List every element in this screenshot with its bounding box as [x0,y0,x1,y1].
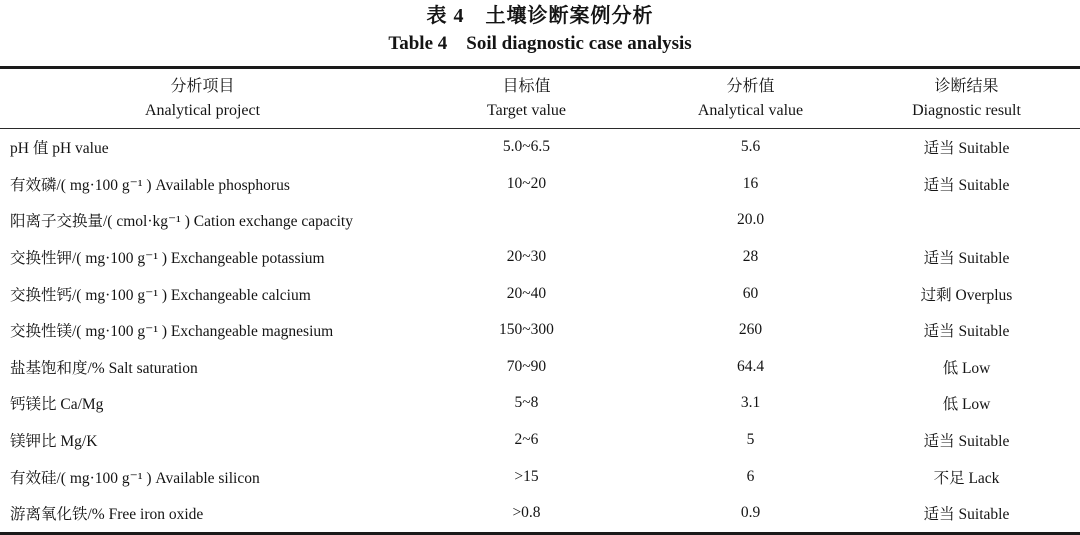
header-analytical-value-zh: 分析值 [726,78,775,95]
header-analytical-project-zh: 分析项目 [170,78,235,95]
cell-target-value: 5~8 [514,394,539,412]
header-analytical-project [0,68,405,129]
table-row [0,129,1080,166]
cell-analytical-project: 游离氧化铁/% Free iron oxide [10,506,204,524]
cell-diagnostic-result: 不足 Lack [933,469,1000,487]
header-analytical-value [648,68,853,129]
cell-analytical-value: 5 [746,431,755,449]
header-analytical-value-en: Analytical value [697,102,804,119]
cell-analytical-project: pH 值 pH value [10,140,109,158]
cell-analytical-value: 260 [738,321,763,339]
cell-target-value: 10~20 [506,174,547,192]
cell-diagnostic-result: 适当 Suitable [923,140,1010,158]
cell-target-value: 5.0~6.5 [502,138,551,156]
cell-analytical-value: 0.9 [740,504,761,522]
header-analytical-project-en: Analytical project [144,102,261,119]
cell-diagnostic-result: 低 Low [942,359,991,377]
table-row [0,458,1080,495]
header-diagnostic-result-zh: 诊断结果 [934,78,999,95]
cell-analytical-value: 3.1 [740,394,761,412]
table-row [0,385,1080,422]
table-row [0,166,1080,203]
table-row [0,275,1080,312]
cell-analytical-project: 钙镁比 Ca/Mg [10,396,104,414]
header-diagnostic-result-en: Diagnostic result [912,102,1021,119]
cell-analytical-value: 20.0 [736,211,765,229]
header-target-value-zh: 目标值 [502,78,551,95]
table-row [0,495,1080,533]
cell-target-value: 2~6 [514,431,539,449]
header-target-value [405,68,648,129]
table-body [0,129,1080,534]
cell-target-value: >0.8 [512,504,541,522]
table-title-en: Table 4 Soil diagnostic case analysis [388,33,692,54]
cell-target-value: 20~30 [506,248,547,266]
cell-target-value: >15 [514,467,539,485]
cell-target-value [405,202,648,239]
cell-diagnostic-result: 适当 Suitable [923,176,1010,194]
cell-analytical-value: 28 [742,248,759,266]
table-row [0,312,1080,349]
cell-diagnostic-result: 低 Low [942,396,991,414]
header-diagnostic-result [853,68,1080,129]
cell-analytical-value: 16 [742,174,759,192]
cell-diagnostic-result [853,202,1080,239]
cell-analytical-project: 交换性钾/( mg·100 g⁻¹ ) Exchangeable potassium [10,250,325,268]
cell-target-value: 20~40 [506,284,547,302]
cell-diagnostic-result: 适当 Suitable [923,323,1010,341]
cell-target-value: 70~90 [506,357,547,375]
cell-target-value: 150~300 [499,321,554,339]
table-title-zh: 表 4 土壤诊断案例分析 [426,5,654,27]
cell-analytical-value: 5.6 [740,138,761,156]
cell-analytical-project: 盐基饱和度/% Salt saturation [10,359,198,377]
cell-diagnostic-result: 适当 Suitable [923,433,1010,451]
cell-analytical-project: 有效硅/( mg·100 g⁻¹ ) Available silicon [10,469,260,487]
cell-analytical-value: 60 [742,284,759,302]
table-row [0,202,1080,239]
table-row [0,422,1080,459]
cell-analytical-project: 交换性钙/( mg·100 g⁻¹ ) Exchangeable calcium [10,286,311,304]
cell-diagnostic-result: 适当 Suitable [923,250,1010,268]
table-row [0,239,1080,276]
header-target-value-en: Target value [487,102,566,119]
cell-analytical-project: 交换性镁/( mg·100 g⁻¹ ) Exchangeable magnesium [10,323,334,341]
cell-diagnostic-result: 过剩 Overplus [920,286,1013,304]
table-row [0,349,1080,386]
cell-analytical-project: 阳离子交换量/( cmol·kg⁻¹ ) Cation exchange capacity [10,213,353,231]
soil-diagnostic-table [0,66,1080,535]
header-row [0,68,1080,129]
table-header [0,68,1080,129]
cell-analytical-value: 64.4 [736,357,765,375]
cell-analytical-project: 镁钾比 Mg/K [10,433,98,451]
cell-analytical-project: 有效磷/( mg·100 g⁻¹ ) Available phosphorus [10,176,290,194]
cell-diagnostic-result: 适当 Suitable [923,506,1010,524]
cell-analytical-value: 6 [746,467,755,485]
